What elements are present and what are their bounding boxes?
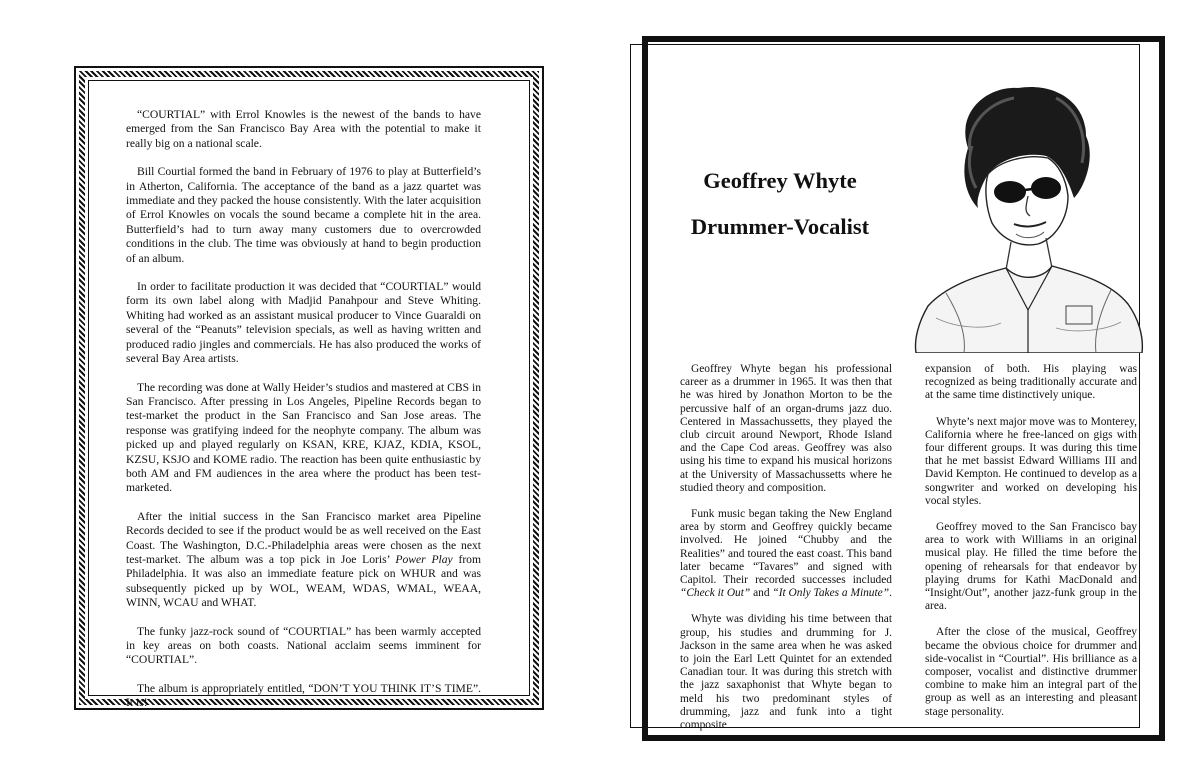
italic-title: “Check it Out” — [680, 587, 751, 600]
text-run: and — [750, 587, 773, 600]
italic-title: Power Play — [395, 552, 453, 566]
bio-column-1 — [680, 363, 892, 745]
bio-paragraph: Whyte’s next major move was to Monterey, California where he free-lanced on gigs with four different groups. It was during this time that he met bassist Edward Williams III and David Kempton. He continued to develop as a songwriter and worked on developing his vocal styles. — [925, 415, 1137, 507]
left-page-text — [126, 108, 481, 725]
left-paragraph-1: “COURTIAL” with Errol Knowles is the newest of the bands to have emerged from the San Francisco Bay Area with the potential to make it really big on a national scale. — [126, 108, 481, 150]
text-run: After the initial success in the San Francisco market area Pipeline Records decided to see if the product would be as well received on the East Coast. The Washington, D.C.-Philadelphia areas were chosen as the next test-market. The album was a top pick in Joe Loris’ — [126, 509, 481, 566]
left-paragraph-6: The funky jazz-rock sound of “COURTIAL” has been warmly accepted in key areas on both coasts. National acclaim seems imminent for “COURTIAL”. — [126, 624, 481, 667]
text-run: . — [889, 587, 892, 600]
italic-title: “It Only Takes a Minute” — [772, 587, 890, 600]
portrait-illustration-icon — [906, 78, 1150, 353]
bio-paragraph: expansion of both. His playing was recognized as being traditionally accurate and at the same time distinctively unique. — [925, 363, 1137, 402]
left-paragraph-3: In order to facilitate production it was decided that “COURTIAL” would form its own label along with Madjid Panahpour and Steve Whiting. Whiting had worked as an assistant musical producer to Vince Guaraldi on several of the “Peanuts” television specials, as well as having written and produced radio jingles and commercials. He has also produced the works of several Bay Area artists. — [126, 280, 481, 366]
text-run: Funk music began taking the New England area by storm and Geoffrey quickly became involved. He joined “Chubby and the Realities” and toured the east coast. This band later became “Tavares” and signed with Capitol. Their recorded successes included — [680, 508, 892, 587]
text-run: from Philadelphia. It was also an immediate feature pick on WHUR and was subsequently picked up by WOL, WEAM, WDAS, WMAL, WEAA, WINN, WCAU and WHAT. — [126, 552, 481, 610]
bio-paragraph: Whyte was dividing his time between that group, his studies and drumming for J. Jackson in the same area when he was asked to join the Earl Lett Quintet for an extended Canadian tour. It was during this stretch with the jazz saxaphonist that Whyte began to meld his two predominant styles of drumming, jazz and funk into a tight composite — [680, 613, 892, 732]
bio-paragraph: After the close of the musical, Geoffrey became the obvious choice for drummer and side-vocalist in “Courtial”. His brilliance as a composer, vocalist and distinctive drummer combine to make him an integral part of the group as well as an interesting and pleasant stage personality. — [925, 626, 1137, 718]
bio-column-2 — [925, 363, 1137, 732]
left-paragraph-4: The recording was done at Wally Heider’s studios and mastered at CBS in San Francisco. After pressing in Los Angeles, Pipeline Records began to test-market the product in the San Francisco and San Jose areas. The response was gratifying indeed for the neophyte company. The album was picked up and played regularly on KSAN, KRE, KJAZ, KDIA, KSOL, KZSU, KSJO and KOME radio. The reaction has been quite enthusiastic by both AM and FM audiences in the area where the product has been test-marketed. — [126, 380, 481, 495]
left-page-frame — [74, 66, 544, 710]
artist-role: Drummer-Vocalist — [690, 214, 870, 239]
left-paragraph-5 — [126, 510, 481, 611]
bio-paragraph: Geoffrey moved to the San Francisco bay area to work with Williams in an original musical play. He filled the time before the opening of rehearsals for that endeavor by playing drums for Kathi MacDonald and “Insight/Out”, another jazz-funk group in the area. — [925, 521, 1137, 613]
left-paragraph-2: Bill Courtial formed the band in February of 1976 to play at Butterfield’s in Atherton, California. The acceptance of the band as a jazz quartet was immediate and they packed the house consistently. With the later acquisition of Errol Knowles on vocals the sound became a complete hit in the area. Butterfield’s had to turn away many customers due to overcrowded conditions in the club. The time was obviously at hand to begin production of an album. — [126, 165, 481, 265]
artist-name: Geoffrey Whyte — [703, 168, 857, 193]
bio-paragraph: Geoffrey Whyte began his professional career as a drummer in 1965. It was then that he was hired by Jonathon Morton to be the percussive half of an organ-drums jazz duo. Centered in Massachussetts, they played the club circuit around Newport, Rhode Island and the Cape Cod areas. Geoffrey was also using his time to expand his musical horizons at the University of Massachussetts where he studied theory and composition. — [680, 363, 892, 494]
bio-paragraph — [680, 508, 892, 600]
left-paragraph-7: The album is appropriately entitled, “DON’T YOU THINK IT’S TIME”. It is! — [126, 681, 481, 710]
